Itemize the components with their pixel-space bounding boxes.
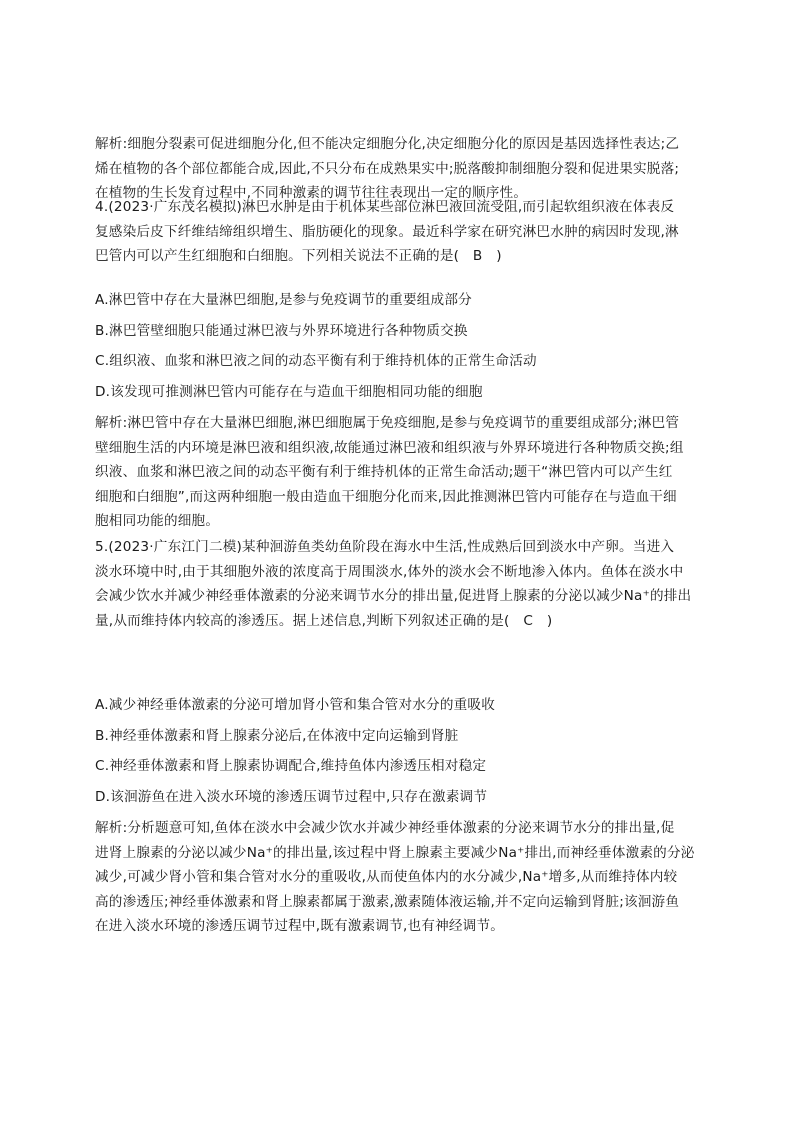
q4-analysis-line: 胞相同功能的细胞。 bbox=[95, 513, 220, 529]
q4-analysis-line: 细胞和白细胞”,而这两种细胞一般由造血干细胞分化而来,因此推测淋巴管内可能存在与造血干细 bbox=[95, 488, 677, 505]
q5-option-b: B.神经垂体激素和肾上腺素分泌后,在体液中定向运输到肾脏 bbox=[95, 728, 459, 744]
q5-analysis-line: 在进入淡水环境的渗透压调节过程中,既有激素调节,也有神经调节。 bbox=[95, 918, 505, 934]
q4-analysis-line: 织液、血浆和淋巴液之间的动态平衡有利于维持机体的正常生命活动;题干“淋巴管内可以产生红 bbox=[95, 464, 673, 480]
q4-stem-line: 4.(2023·广东茂名模拟)淋巴水肿是由于机体某些部位淋巴液回流受阻,而引起软组织液在体表反 bbox=[95, 199, 675, 215]
q5-analysis-line: 进肾上腺素的分泌以减少Na⁺的排出量,该过程中肾上腺素主要减少Na⁺排出,而神经垂体激素的分泌 bbox=[95, 844, 695, 861]
q5-analysis-line: 减少,可减少肾小管和集合管对水分的重吸收,从而使鱼体内的水分减少,Na⁺增多,从而维持体内较 bbox=[95, 869, 678, 885]
q5-stem-line: 量,从而维持体内较高的渗透压。据上述信息,判断下列叙述正确的是( C ) bbox=[95, 612, 553, 629]
q5-stem-line: 5.(2023·广东江门二模)某种洄游鱼类幼鱼阶段在海水中生活,性成熟后回到淡水中产卵。当进入 bbox=[95, 539, 675, 555]
q3-analysis-line: 在植物的生长发育过程中,不同种激素的调节往往表现出一定的顺序性。 bbox=[95, 185, 528, 201]
q4-option-a: A.淋巴管中存在大量淋巴细胞,是参与免疫调节的重要组成部分 bbox=[95, 292, 472, 308]
q3-analysis-line: 解析:细胞分裂素可促进细胞分化,但不能决定细胞分化,决定细胞分化的原因是基因选择性表达;乙 bbox=[95, 136, 680, 152]
q3-analysis-line: 烯在植物的各个部位都能合成,因此,不只分布在成熟果实中;脱落酸抑制细胞分裂和促进果实脱落; bbox=[95, 160, 680, 177]
q4-option-d: D.该发现可推测淋巴管内可能存在与造血干细胞相同功能的细胞 bbox=[95, 384, 483, 400]
q4-analysis-line: 解析:淋巴管中存在大量淋巴细胞,淋巴细胞属于免疫细胞,是参与免疫调节的重要组成部分;淋巴管 bbox=[95, 415, 680, 431]
q4-analysis bbox=[95, 411, 707, 534]
q4-option-b: B.淋巴管壁细胞只能通过淋巴液与外界环境进行各种物质交换 bbox=[95, 323, 468, 339]
q4-stem-line: 复感染后皮下纤维结缔组织增生、脂肪硬化的现象。最近科学家在研究淋巴水肿的病因时发现,淋 bbox=[95, 223, 679, 240]
q5-analysis-line: 解析:分析题意可知,鱼体在淡水中会减少饮水并减少神经垂体激素的分泌来调节水分的排出量,促 bbox=[95, 820, 675, 836]
q5-stem-line: 淡水环境中时,由于其细胞外液的浓度高于周围淡水,体外的淡水会不断地渗入体内。鱼体在淡水中 bbox=[95, 563, 684, 580]
q5-option-c: C.神经垂体激素和肾上腺素协调配合,维持鱼体内渗透压相对稳定 bbox=[95, 758, 487, 774]
q5-stem bbox=[95, 535, 707, 633]
q5-option-a: A.减少神经垂体激素的分泌可增加肾小管和集合管对水分的重吸收 bbox=[95, 697, 496, 713]
q4-stem bbox=[95, 195, 707, 269]
q5-stem-line: 会减少饮水并减少神经垂体激素的分泌来调节水分的排出量,促进肾上腺素的分泌以减少Na⁺的排出 bbox=[95, 588, 692, 604]
q5-option-d: D.该洄游鱼在进入淡水环境的渗透压调节过程中,只存在激素调节 bbox=[95, 789, 488, 805]
q4-option-c: C.组织液、血浆和淋巴液之间的动态平衡有利于维持机体的正常生命活动 bbox=[95, 353, 537, 369]
q5-analysis bbox=[95, 816, 707, 939]
q4-analysis-line: 壁细胞生活的内环境是淋巴液和组织液,故能通过淋巴液和组织液与外界环境进行各种物质交换;组 bbox=[95, 439, 684, 456]
q5-analysis-line: 高的渗透压;神经垂体激素和肾上腺素都属于激素,激素随体液运输,并不定向运输到肾脏;该洄游鱼 bbox=[95, 893, 680, 910]
q4-stem-line: 巴管内可以产生红细胞和白细胞。下列相关说法不正确的是( B ) bbox=[95, 248, 502, 264]
